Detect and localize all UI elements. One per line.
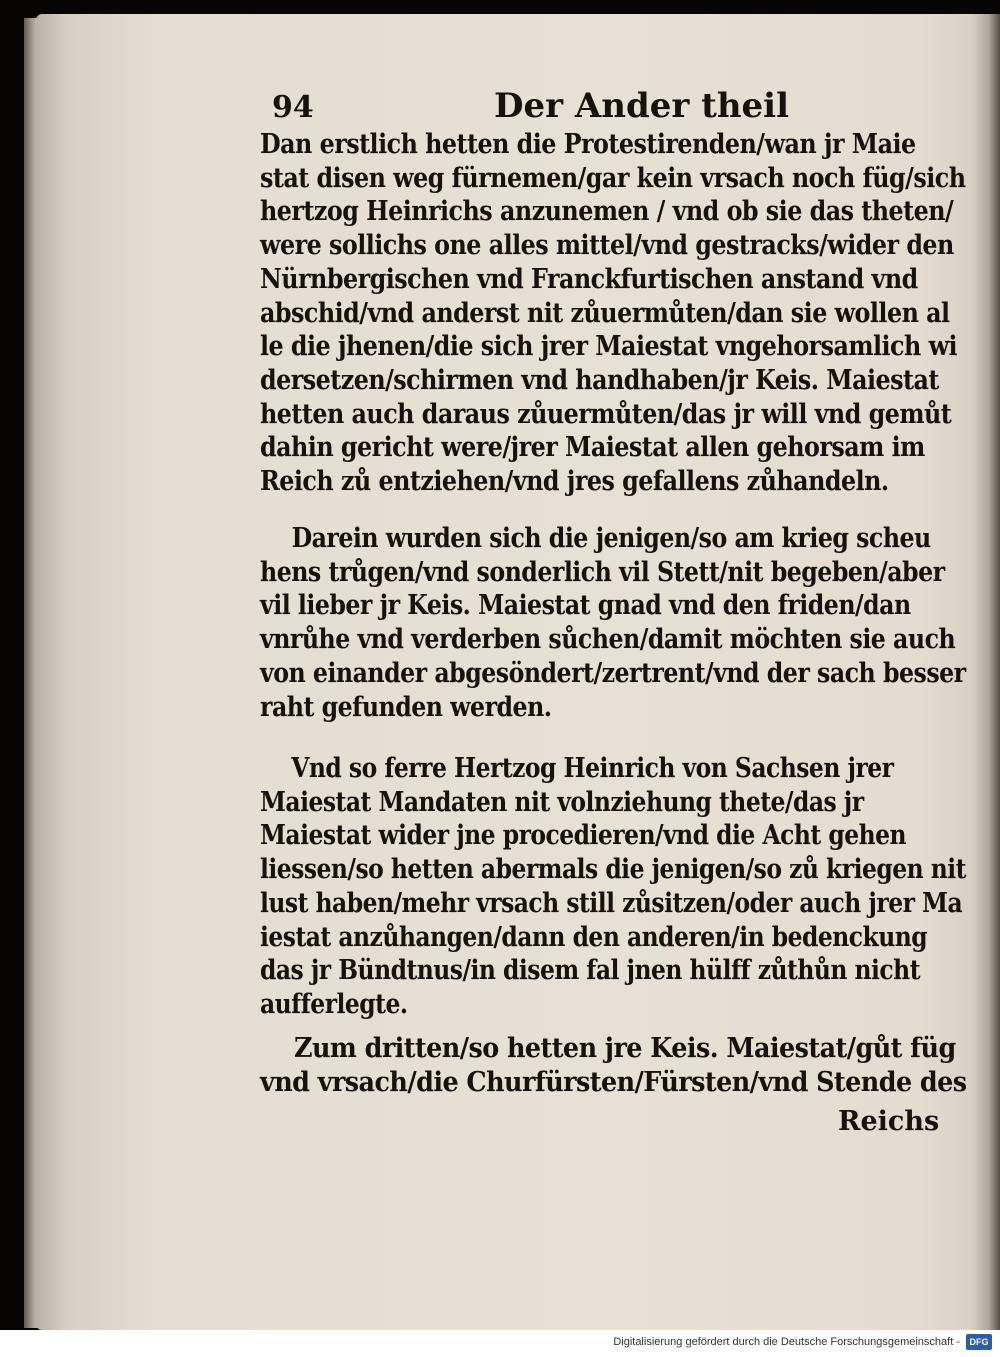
text-line: were sollichs one alles mittel/vnd gestracks/wider den xyxy=(260,230,954,262)
text-line: Maiestat wider jne procedieren/vnd die Acht gehen xyxy=(260,820,907,852)
text-line: stat disen weg fürnemen/gar kein vrsach noch füg/sich xyxy=(260,162,966,194)
text-line: Vnd so ferre Hertzog Heinrich von Sachsen jrer xyxy=(291,753,894,784)
text-line: hertzog Heinrichs anzunemen / vnd ob sie das theten/ xyxy=(260,196,954,228)
paragraph-1 xyxy=(260,128,1000,499)
text-line: dahin gericht were/jrer Maiestat allen gehorsam im xyxy=(260,432,925,464)
page-number: 94 xyxy=(272,90,314,125)
text-line: le die jhenen/die sich jrer Maiestat vngehorsamlich wi xyxy=(260,331,958,363)
catchword: Reichs xyxy=(838,1106,940,1137)
text-line: Dan erstlich hetten die Protestirenden/wan jr Maie xyxy=(260,129,916,160)
text-line: von einander abgesöndert/zertrent/vnd der sach besser xyxy=(260,657,966,689)
text-line: raht gefunden werden. xyxy=(260,691,552,723)
text-line: hens trůgen/vnd sonderlich vil Stett/nit begeben/aber xyxy=(260,556,945,588)
paragraph-3 xyxy=(260,752,1000,1022)
running-head: Der Ander theil xyxy=(494,86,790,126)
text-line: vil lieber jr Keis. Maiestat gnad vnd den friden/dan xyxy=(260,590,911,622)
text-line: liessen/so hetten abermals die jenigen/so zů kriegen nit xyxy=(260,854,966,886)
text-line: Zum dritten/so hetten jre Keis. Maiestat/gůt füg xyxy=(293,1033,956,1064)
funding-credit: Digitalisierung gefördert durch die Deutsche Forschungsgemeinschaft - xyxy=(613,1336,960,1348)
text-line: aufferlegte. xyxy=(260,988,408,1020)
text-line: hetten auch daraus zůuermůten/das jr will vnd gemůt xyxy=(260,398,952,430)
dfg-logo-icon: DFG xyxy=(966,1334,992,1350)
text-line: dersetzen/schirmen vnd handhaben/jr Keis. Maiestat xyxy=(260,364,939,396)
text-line: Nürnbergischen vnd Franckfurtischen anstand vnd xyxy=(260,263,918,295)
text-line: Darein wurden sich die jenigen/so am krieg scheu xyxy=(291,523,931,554)
text-line: das jr Bündtnus/in disem fal jnen hülff zůthůn nicht xyxy=(260,955,921,987)
paragraph-4 xyxy=(260,1032,1000,1099)
text-line: vnrůhe vnd verderben sůchen/damit möchten sie auch xyxy=(260,624,956,656)
text-line: vnd vrsach/die Churfürsten/Fürsten/vnd Stende des xyxy=(260,1066,967,1098)
text-line: lust haben/mehr vrsach still zůsitzen/oder auch jrer Ma xyxy=(260,887,963,919)
text-line: iestat anzůhangen/dann den anderen/in bedenckung xyxy=(260,921,928,953)
text-line: abschid/vnd anderst nit zůuermůten/dan sie wollen al xyxy=(260,297,950,329)
text-line: Maiestat Mandaten nit volnziehung thete/das jr xyxy=(260,786,864,818)
text-line: Reich zů entziehen/vnd jres gefallens zůhandeln. xyxy=(260,466,889,498)
paragraph-2 xyxy=(260,522,1000,724)
